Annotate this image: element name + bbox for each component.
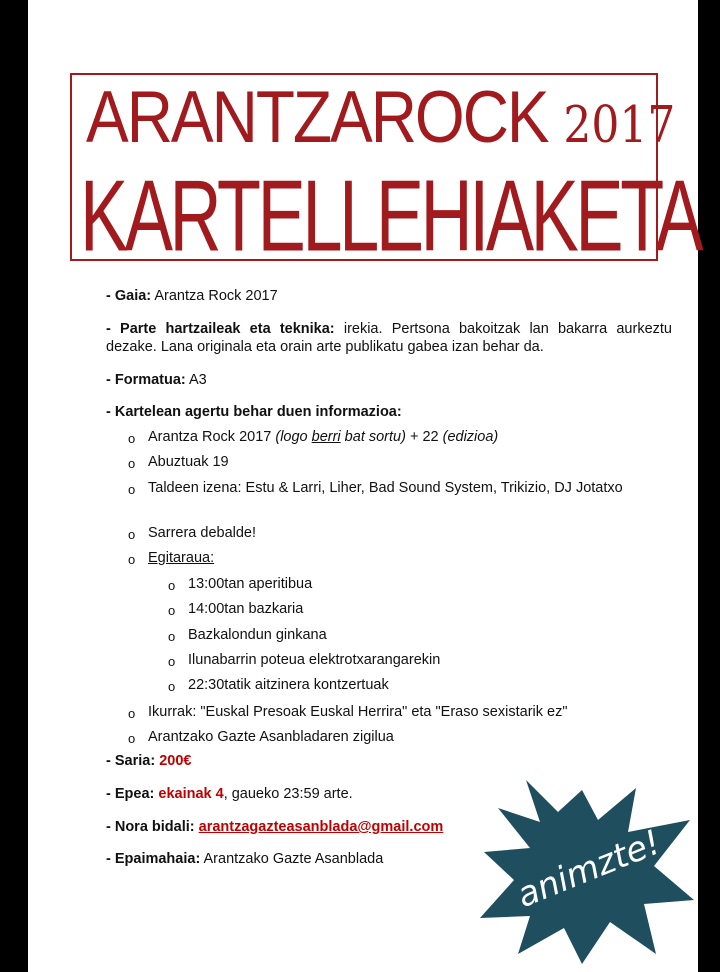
kartelean-row: - Kartelean agertu behar duen informazioa: xyxy=(106,404,402,420)
item-italic: (edizioa) xyxy=(442,429,499,445)
starburst-sticker xyxy=(478,768,698,964)
sub-item: 22:30tatik aitzinera kontzertuak xyxy=(188,677,389,693)
bullet: o xyxy=(168,679,176,694)
saria-value: 200€ xyxy=(159,753,192,769)
bullet: o xyxy=(128,431,136,446)
epea-label: - Epea: xyxy=(106,786,155,802)
parte-label: - Parte hartzaileak eta teknika: xyxy=(106,321,335,337)
bullet: o xyxy=(168,654,176,669)
gaia-row xyxy=(106,287,672,305)
list-item: Egitaraua: xyxy=(148,550,215,566)
saria-label: - Saria: xyxy=(106,753,156,769)
formatua-label: - Formatua: xyxy=(106,372,186,388)
bullet: o xyxy=(128,527,136,542)
bullet: o xyxy=(128,482,136,497)
list-item: Ikurrak: "Euskal Presoak Euskal Herrira" eta "Eraso sexistarik ez" xyxy=(148,704,568,720)
bullet: o xyxy=(128,731,136,746)
bullet: o xyxy=(168,578,176,593)
sub-item: 14:00tan bazkaria xyxy=(188,601,304,617)
bullet: o xyxy=(168,603,176,618)
email-link[interactable]: arantzagazteasanblada@gmail.com xyxy=(198,819,444,835)
parte-value: irekia. Pertsona bakoitzak lan bakarra aurkeztu dezake. Lana originala eta orain arte publikatu gabea izan behar da. xyxy=(106,321,672,355)
epea-rest: , gaueko 23:59 arte. xyxy=(223,786,353,802)
bullet: o xyxy=(128,456,136,471)
item-text: + 22 xyxy=(405,429,443,445)
formatua-value: A3 xyxy=(185,372,207,388)
formatua-row xyxy=(106,371,672,389)
epaimahaia-label: - Epaimahaia: xyxy=(106,851,201,867)
sub-item: Bazkalondun ginkana xyxy=(188,627,327,643)
list-item: Taldeen izena: Estu & Larri, Liher, Bad Sound System, Trikizio, DJ Jotatxo xyxy=(148,480,623,496)
list-item: Arantzako Gazte Asanbladaren zigilua xyxy=(148,729,394,745)
epea-value: ekainak 4 xyxy=(158,786,224,802)
sticker-text: animzte! xyxy=(511,822,667,916)
bullet: o xyxy=(128,706,136,721)
nora-label: - Nora bidali: xyxy=(106,819,195,835)
title-line-2: KARTELLEHIAKETA xyxy=(80,159,701,272)
epaimahaia-value: Arantzako Gazte Asanblada xyxy=(200,851,384,867)
title-year: 2017 xyxy=(563,95,676,155)
title-line-1 xyxy=(86,74,676,159)
list-item: Abuztuak 19 xyxy=(148,454,229,470)
item-text: Arantza Rock 2017 xyxy=(148,429,276,445)
list-item xyxy=(148,428,668,446)
list-item: Sarrera debalde! xyxy=(148,525,257,541)
title-name: ARANTZAROCK xyxy=(86,75,548,158)
bullet: o xyxy=(168,629,176,644)
sub-item: 13:00tan aperitibua xyxy=(188,576,313,592)
sub-item: Ilunabarrin poteua elektrotxarangarekin xyxy=(188,652,441,668)
gaia-value: Arantza Rock 2017 xyxy=(151,288,278,304)
item-underlined: berri xyxy=(311,429,341,445)
item-italic: bat sortu) xyxy=(340,429,406,445)
item-italic: (logo xyxy=(275,429,312,445)
bullet: o xyxy=(128,552,136,567)
gaia-label: - Gaia: xyxy=(106,288,152,304)
parte-row xyxy=(106,320,672,356)
